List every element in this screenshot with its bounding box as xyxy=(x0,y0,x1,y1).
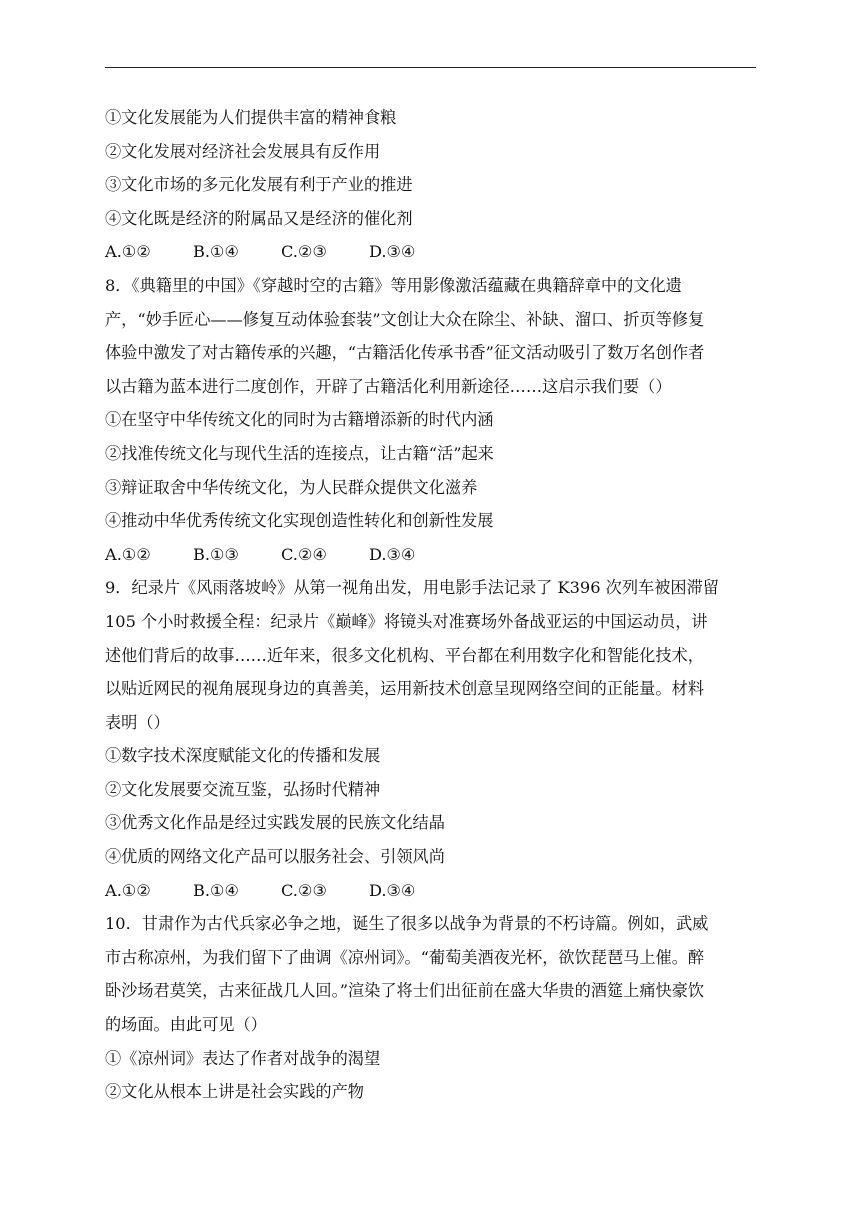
option-line: ①文化发展能为人们提供丰富的精神食粮 xyxy=(105,108,397,127)
stem-line: 表明（） xyxy=(105,712,170,732)
exam-page-content xyxy=(105,101,757,1109)
option-line: ②找准传统文化与现代生活的连接点，让古籍“活”起来 xyxy=(105,443,494,463)
stem-line: 的场面。由此可见（） xyxy=(105,1015,267,1035)
answer-choice-c: C.②④ xyxy=(281,544,327,564)
question-8-answer-choices xyxy=(105,538,757,572)
question-9-options xyxy=(105,739,757,873)
question-10-options xyxy=(105,1042,757,1109)
stem-line: 8．《典籍里的中国》《穿越时空的古籍》等用影像激活蕴藏在典籍辞章中的文化遗 xyxy=(105,275,682,295)
question-8-options xyxy=(105,403,757,537)
answer-choice-b: B.①④ xyxy=(193,880,240,900)
answer-choice-a: A.①② xyxy=(105,242,151,262)
option-line: ③优秀文化作品是经过实践发展的民族文化结晶 xyxy=(105,813,445,833)
option-line: ①在坚守中华传统文化的同时为古籍增添新的时代内涵 xyxy=(105,410,494,430)
option-line: ④推动中华优秀传统文化实现创造性转化和创新性发展 xyxy=(105,511,494,531)
answer-choice-c: C.②③ xyxy=(281,880,327,900)
question-8-stem xyxy=(105,269,757,403)
option-line: ③辩证取舍中华传统文化，为人民群众提供文化滋养 xyxy=(105,477,478,497)
question-7-options xyxy=(105,101,757,235)
stem-line: 产，“妙手匠心——修复互动体验套装”文创让大众在除尘、补缺、溜口、折页等修复 xyxy=(105,309,705,329)
answer-choice-b: B.①④ xyxy=(193,242,240,262)
header-rule xyxy=(105,67,756,68)
question-9-stem xyxy=(105,571,757,739)
option-line: ④文化既是经济的附属品又是经济的催化剂 xyxy=(105,208,413,228)
stem-line: 市古称凉州，为我们留下了曲调《凉州词》。“葡萄美酒夜光杯，欲饮琵琶马上催。醉 xyxy=(105,947,705,967)
answer-choice-d: D.③④ xyxy=(369,242,416,262)
answer-choice-b: B.①③ xyxy=(193,544,240,564)
option-line: ①数字技术深度赋能文化的传播和发展 xyxy=(105,746,381,766)
stem-line: 9．纪录片《风雨落坡岭》从第一视角出发，用电影手法记录了 K396 次列车被困滞留 xyxy=(105,578,719,598)
option-line: ②文化发展要交流互鉴，弘扬时代精神 xyxy=(105,779,381,799)
option-line: ①《凉州词》表达了作者对战争的渴望 xyxy=(105,1048,381,1068)
stem-line: 105 个小时救援全程：纪录片《巅峰》将镜头对准赛场外备战亚运的中国运动员，讲 xyxy=(105,611,708,631)
stem-line: 以贴近网民的视角展现身边的真善美，运用新技术创意呈现网络空间的正能量。材料 xyxy=(105,679,704,699)
answer-choice-c: C.②③ xyxy=(281,242,327,262)
answer-choice-a: A.①② xyxy=(105,880,151,900)
answer-choice-a: A.①② xyxy=(105,544,151,564)
option-line: ④优质的网络文化产品可以服务社会、引领风尚 xyxy=(105,847,445,867)
stem-line: 体验中激发了对古籍传承的兴趣，“古籍活化传承书香”征文活动吸引了数万名创作者 xyxy=(105,343,705,363)
answer-choice-d: D.③④ xyxy=(369,544,416,564)
option-line: ③文化市场的多元化发展有利于产业的推进 xyxy=(105,175,413,195)
stem-line: 以古籍为蓝本进行二度创作，开辟了古籍活化利用新途径……这启示我们要（） xyxy=(105,376,672,396)
option-line: ②文化发展对经济社会发展具有反作用 xyxy=(105,141,381,161)
question-10-stem xyxy=(105,907,757,1041)
question-9-answer-choices xyxy=(105,874,757,908)
stem-line: 卧沙场君莫笑，古来征战几人回。”渲染了将士们出征前在盛大华贵的酒筵上痛快豪饮 xyxy=(105,981,705,1001)
answer-choice-d: D.③④ xyxy=(369,880,416,900)
question-7-answer-choices xyxy=(105,235,757,269)
stem-line: 述他们背后的故事……近年来，很多文化机构、平台都在利用数字化和智能化技术， xyxy=(105,645,704,665)
option-line: ②文化从根本上讲是社会实践的产物 xyxy=(105,1082,364,1102)
stem-line: 10．甘肃作为古代兵家必争之地，诞生了很多以战争为背景的不朽诗篇。例如，武威 xyxy=(105,914,709,934)
